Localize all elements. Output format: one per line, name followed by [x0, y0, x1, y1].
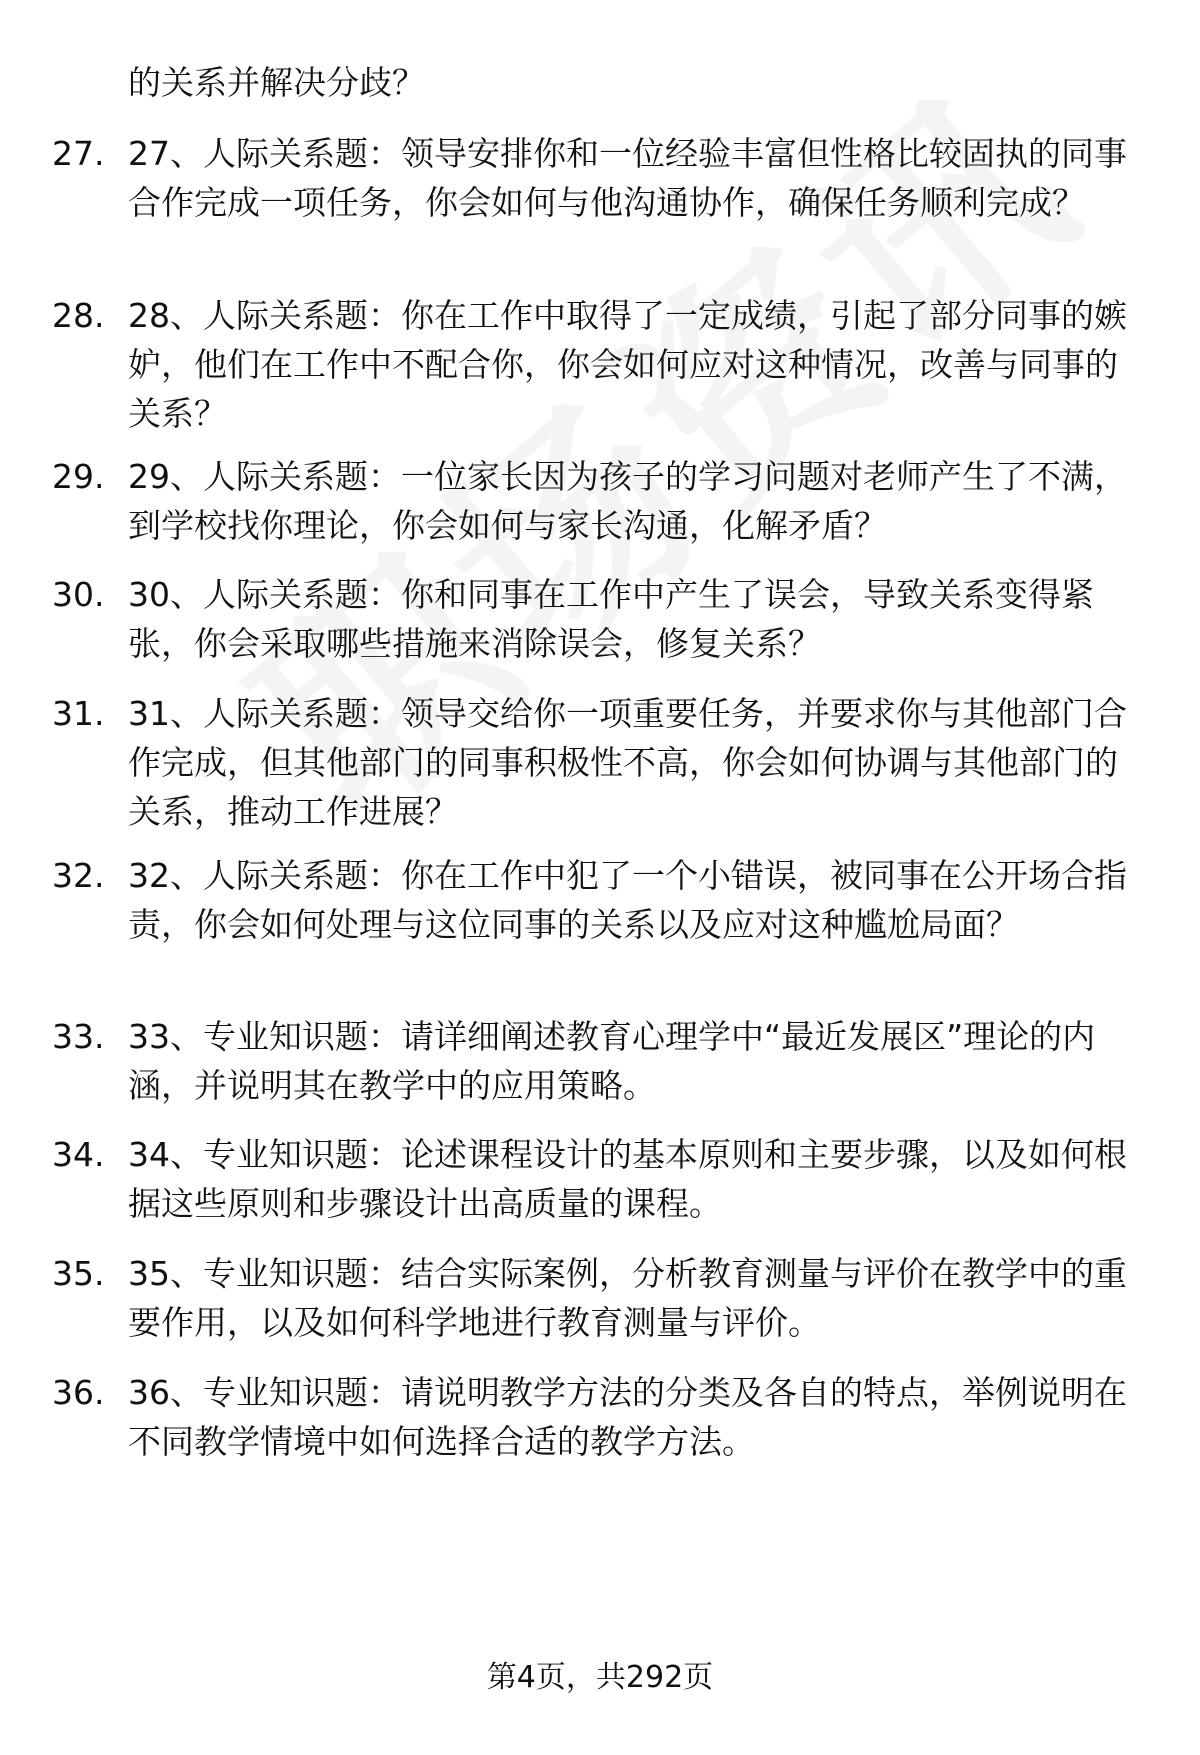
item-number: 32. — [52, 856, 105, 895]
item-number: 34. — [52, 1135, 105, 1174]
item-number: 28. — [52, 296, 105, 335]
item-number: 33. — [52, 1017, 105, 1056]
item-text: 32、人际关系题：你在工作中犯了一个小错误，被同事在公开场合指责，你会如何处理与这位同事的关系以及应对这种尴尬局面？ — [128, 856, 1127, 944]
item-text: 28、人际关系题：你在工作中取得了一定成绩，引起了部分同事的嫉妒，他们在工作中不配合你，你会如何应对这种情况，改善与同事的关系？ — [128, 296, 1127, 433]
item-text: 27、人际关系题：领导安排你和一位经验丰富但性格比较固执的同事合作完成一项任务，你会如何与他沟通协作，确保任务顺利完成？ — [128, 134, 1127, 222]
item-number: 31. — [52, 694, 105, 733]
item-number: 27. — [52, 134, 105, 173]
item-number: 35. — [52, 1254, 105, 1293]
item-text: 35、专业知识题：结合实际案例，分析教育测量与评价在教学中的重要作用，以及如何科学地进行教育测量与评价。 — [128, 1254, 1127, 1342]
item-text: 36、专业知识题：请说明教学方法的分类及各自的特点，举例说明在不同教学情境中如何选择合适的教学方法。 — [128, 1373, 1127, 1461]
item-text: 31、人际关系题：领导交给你一项重要任务，并要求你与其他部门合作完成，但其他部门的同事积极性不高，你会如何协调与其他部门的关系，推动工作进展？ — [128, 694, 1127, 831]
item-text: 34、专业知识题：论述课程设计的基本原则和主要步骤，以及如何根据这些原则和步骤设计出高质量的课程。 — [128, 1135, 1127, 1223]
item-text: 29、人际关系题：一位家长因为孩子的学习问题对老师产生了不满，到学校找你理论，你会如何与家长沟通，化解矛盾？ — [128, 457, 1127, 545]
continuation-text: 的关系并解决分歧？ — [128, 63, 425, 102]
item-text: 30、人际关系题：你和同事在工作中产生了误会，导致关系变得紧张，你会采取哪些措施来消除误会，修复关系？ — [128, 575, 1094, 663]
page-footer: 第4页，共292页 — [486, 1660, 714, 1695]
item-number: 29. — [52, 457, 105, 496]
item-number: 36. — [52, 1373, 105, 1412]
item-number: 30. — [52, 575, 105, 614]
item-text: 33、专业知识题：请详细阐述教育心理学中“最近发展区”理论的内涵，并说明其在教学中的应用策略。 — [128, 1017, 1096, 1105]
